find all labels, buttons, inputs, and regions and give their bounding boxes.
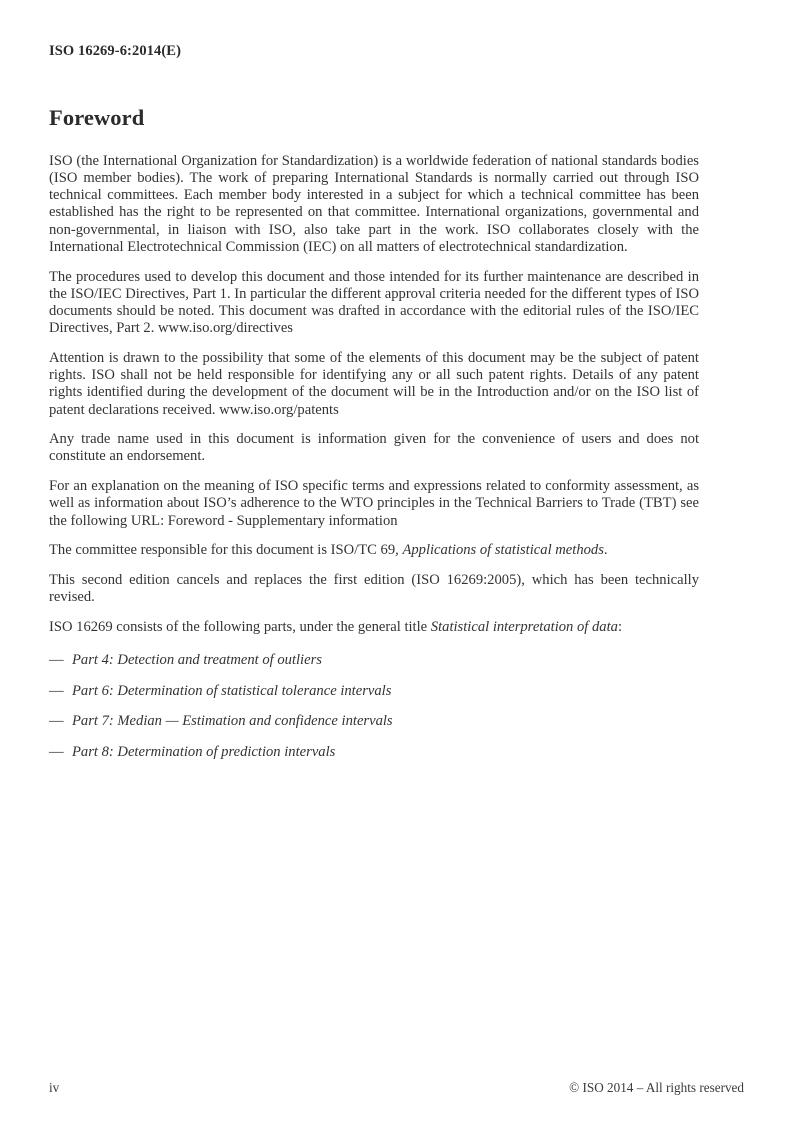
parts-list bbox=[49, 652, 699, 761]
paragraph-iso-federation: ISO (the International Organization for Standardization) is a worldwide federation of national standards bodies (ISO member bodies). The work of preparing International Standards is normally carried out through ISO technical committees. Each member body interested in a subject for which a technical committee has been established has the right to be represented on that committee. International organizations, governmental and non-governmental, in liaison with ISO, also take part in the work. ISO collaborates closely with the International Electrotechnical Commission (IEC) on all matters of electrotechnical standardization. bbox=[49, 152, 699, 255]
paragraph-edition: This second edition cancels and replaces the first edition (ISO 16269:2005), which has been technically revised. bbox=[49, 571, 699, 606]
page-number: iv bbox=[49, 1080, 60, 1095]
paragraph-committee bbox=[49, 542, 699, 559]
em-dash-bullet-icon: — bbox=[49, 744, 64, 761]
em-dash-bullet-icon: — bbox=[49, 682, 64, 699]
list-item bbox=[49, 713, 699, 730]
copyright-notice: © ISO 2014 – All rights reserved bbox=[569, 1080, 744, 1095]
list-item-label: Part 7: Median — Estimation and confidence intervals bbox=[72, 713, 393, 730]
running-header: ISO 16269-6:2014(E) bbox=[49, 43, 181, 59]
list-item-label: Part 8: Determination of prediction intervals bbox=[72, 744, 336, 761]
parts-intro-trail-text: : bbox=[617, 618, 623, 635]
em-dash-bullet-icon: — bbox=[49, 713, 64, 730]
paragraph-conformity-assessment: For an explanation on the meaning of ISO specific terms and expressions related to conformity assessment, as well as information about ISO’s adherence to the WTO principles in the Technical Barriers to Trade (TBT) see the following URL: Foreword - Supplementary information bbox=[49, 478, 699, 529]
list-item bbox=[49, 744, 699, 761]
paragraph-procedures: The procedures used to develop this document and those intended for its further maintenance are described in the ISO/IEC Directives, Part 1. In particular the different approval criteria needed for the different types of ISO documents should be noted. This document was drafted in accordance with the editorial rules of the ISO/IEC Directives, Part 2. www.iso.org/directives bbox=[49, 268, 699, 337]
list-item-label: Part 6: Determination of statistical tolerance intervals bbox=[72, 682, 392, 699]
parts-intro-lead-text: ISO 16269 consists of the following parts, under the general title bbox=[49, 618, 431, 635]
parts-intro-title-italic: Statistical interpretation of data bbox=[430, 618, 618, 635]
page-title: Foreword bbox=[49, 105, 145, 130]
page-content bbox=[49, 105, 699, 775]
list-item bbox=[49, 683, 699, 700]
list-item-label: Part 4: Detection and treatment of outliers bbox=[72, 652, 322, 669]
committee-trail-text: . bbox=[603, 542, 608, 559]
em-dash-bullet-icon: — bbox=[49, 652, 64, 669]
paragraph-trade-name: Any trade name used in this document is information given for the convenience of users and does not constitute an endorsement. bbox=[49, 431, 699, 465]
committee-title-italic: Applications of statistical methods bbox=[402, 542, 604, 559]
paragraph-patent-rights: Attention is drawn to the possibility that some of the elements of this document may be the subject of patent rights. ISO shall not be held responsible for identifying any or all such patent rights. Details of any patent rights identified during the development of the document will be in the Introduction and/or on the ISO list of patent declarations received. www.iso.org/patents bbox=[49, 349, 699, 418]
committee-lead-text: The committee responsible for this document is ISO/TC 69, bbox=[49, 542, 403, 559]
page-footer bbox=[49, 1080, 744, 1096]
paragraph-parts-intro bbox=[49, 619, 699, 636]
list-item bbox=[49, 652, 699, 669]
